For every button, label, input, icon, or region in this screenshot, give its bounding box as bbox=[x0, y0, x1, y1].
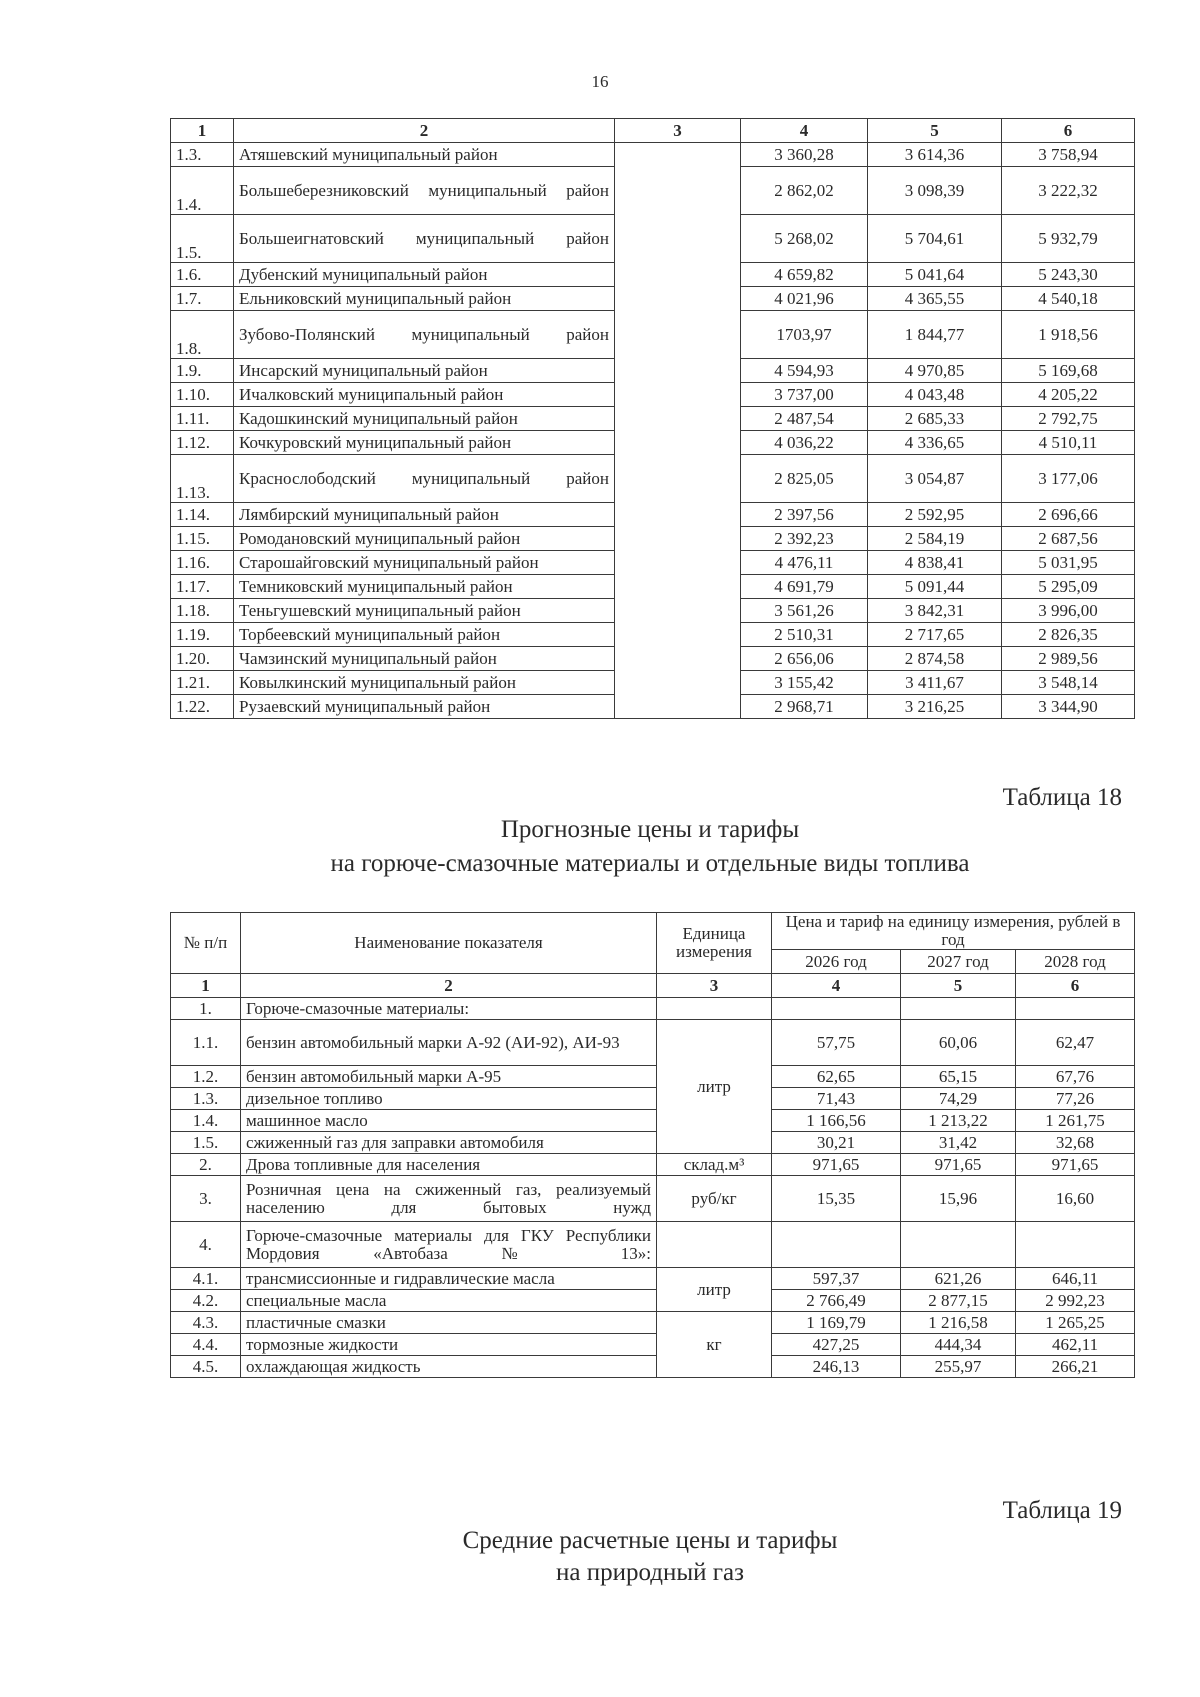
header-no: № п/п bbox=[171, 913, 241, 974]
value-2026: 4 476,11 bbox=[741, 551, 868, 575]
table-row bbox=[171, 1356, 1135, 1378]
table-18-title-line-2: на горюче-смазочные материалы и отдельные виды топлива bbox=[330, 850, 970, 877]
table-row bbox=[171, 143, 1135, 167]
value-2026: 4 036,22 bbox=[741, 431, 868, 455]
value-2026: 2 397,56 bbox=[741, 503, 868, 527]
table-row bbox=[171, 1088, 1135, 1110]
page-number: 16 bbox=[591, 72, 609, 91]
row-number: 1.22. bbox=[171, 695, 234, 719]
row-number: 1.16. bbox=[171, 551, 234, 575]
value-2027: 2 877,15 bbox=[901, 1290, 1016, 1312]
row-number: 1.4. bbox=[171, 1110, 241, 1132]
table-row bbox=[171, 1222, 1135, 1268]
value-2026: 3 561,26 bbox=[741, 599, 868, 623]
value-2027: 2 874,58 bbox=[868, 647, 1002, 671]
col-number: 4 bbox=[772, 974, 901, 998]
table-row bbox=[171, 1290, 1135, 1312]
table-row bbox=[171, 1176, 1135, 1222]
value-2027: 65,15 bbox=[901, 1066, 1016, 1088]
value-2026: 4 691,79 bbox=[741, 575, 868, 599]
value-2027: 31,42 bbox=[901, 1132, 1016, 1154]
row-number: 1.14. bbox=[171, 503, 234, 527]
row-name: Теньгушевский муниципальный район bbox=[234, 599, 615, 623]
table-row bbox=[171, 1020, 1135, 1066]
value-2027: 444,34 bbox=[901, 1334, 1016, 1356]
value-2027: 255,97 bbox=[901, 1356, 1016, 1378]
value-2028: 266,21 bbox=[1016, 1356, 1135, 1378]
col-number: 2 bbox=[234, 119, 615, 143]
row-name: бензин автомобильный марки А-92 (АИ-92), АИ-93 bbox=[241, 1020, 657, 1066]
value-2026: 1 166,56 bbox=[772, 1110, 901, 1132]
value-2028: 2 826,35 bbox=[1002, 623, 1135, 647]
value-2026: 30,21 bbox=[772, 1132, 901, 1154]
value-2026: 2 862,02 bbox=[741, 167, 868, 215]
col-number: 2 bbox=[241, 974, 657, 998]
value-2028: 4 540,18 bbox=[1002, 287, 1135, 311]
value-2027: 4 043,48 bbox=[868, 383, 1002, 407]
table-row bbox=[171, 1312, 1135, 1334]
unit-cell: литр bbox=[657, 1020, 772, 1154]
unit-cell: кг bbox=[657, 1312, 772, 1378]
col-number: 3 bbox=[615, 119, 741, 143]
row-number: 1.10. bbox=[171, 383, 234, 407]
unit-cell bbox=[657, 998, 772, 1020]
col-number: 4 bbox=[741, 119, 868, 143]
value-2027: 15,96 bbox=[901, 1176, 1016, 1222]
value-2028: 77,26 bbox=[1016, 1088, 1135, 1110]
row-number: 1.13. bbox=[171, 455, 234, 503]
value-2027: 3 842,31 bbox=[868, 599, 1002, 623]
value-2026: 5 268,02 bbox=[741, 215, 868, 263]
col-number: 3 bbox=[657, 974, 772, 998]
table-municipal-districts bbox=[170, 118, 1135, 719]
col-number: 1 bbox=[171, 974, 241, 998]
row-name: Большеигнатовский муниципальный район bbox=[234, 215, 615, 263]
value-2026: 2 766,49 bbox=[772, 1290, 901, 1312]
row-number: 1.5. bbox=[171, 215, 234, 263]
value-2028: 62,47 bbox=[1016, 1020, 1135, 1066]
header-year-2028: 2028 год bbox=[1016, 950, 1135, 974]
value-2028: 3 996,00 bbox=[1002, 599, 1135, 623]
value-2028: 5 295,09 bbox=[1002, 575, 1135, 599]
table-18-title-line-1: Прогнозные цены и тарифы bbox=[500, 816, 800, 843]
value-2028: 3 344,90 bbox=[1002, 695, 1135, 719]
row-name: Розничная цена на сжиженный газ, реализуемый населению для бытовых нужд bbox=[241, 1176, 657, 1222]
row-name: Большеберезниковский муниципальный район bbox=[234, 167, 615, 215]
row-name: Инсарский муниципальный район bbox=[234, 359, 615, 383]
row-name: Атяшевский муниципальный район bbox=[234, 143, 615, 167]
table-row bbox=[171, 998, 1135, 1020]
row-name: пластичные смазки bbox=[241, 1312, 657, 1334]
value-2028: 4 205,22 bbox=[1002, 383, 1135, 407]
value-2028: 5 243,30 bbox=[1002, 263, 1135, 287]
value-2027: 621,26 bbox=[901, 1268, 1016, 1290]
value-2028: 2 687,56 bbox=[1002, 527, 1135, 551]
table-19-label: Таблица 19 bbox=[1002, 1497, 1122, 1524]
value-2026 bbox=[772, 998, 901, 1020]
value-2027: 2 592,95 bbox=[868, 503, 1002, 527]
header-unit: Единица измерения bbox=[657, 913, 772, 974]
row-name: Ичалковский муниципальный район bbox=[234, 383, 615, 407]
row-number: 4.2. bbox=[171, 1290, 241, 1312]
value-2028: 2 992,23 bbox=[1016, 1290, 1135, 1312]
table-row bbox=[171, 1154, 1135, 1176]
value-2026: 2 487,54 bbox=[741, 407, 868, 431]
row-number: 1.5. bbox=[171, 1132, 241, 1154]
row-number: 1.2. bbox=[171, 1066, 241, 1088]
value-2028: 3 758,94 bbox=[1002, 143, 1135, 167]
value-2027: 4 970,85 bbox=[868, 359, 1002, 383]
row-number: 2. bbox=[171, 1154, 241, 1176]
value-2028: 1 918,56 bbox=[1002, 311, 1135, 359]
row-number: 1.20. bbox=[171, 647, 234, 671]
value-2027: 1 844,77 bbox=[868, 311, 1002, 359]
row-name: трансмиссионные и гидравлические масла bbox=[241, 1268, 657, 1290]
value-2027 bbox=[901, 1222, 1016, 1268]
unit-cell: склад.м³ bbox=[657, 1154, 772, 1176]
value-2028: 5 031,95 bbox=[1002, 551, 1135, 575]
row-name: Ковылкинский муниципальный район bbox=[234, 671, 615, 695]
row-name: Кадошкинский муниципальный район bbox=[234, 407, 615, 431]
value-2026: 1 169,79 bbox=[772, 1312, 901, 1334]
value-2028: 3 177,06 bbox=[1002, 455, 1135, 503]
value-2026 bbox=[772, 1222, 901, 1268]
row-number: 1.19. bbox=[171, 623, 234, 647]
table-row bbox=[171, 1334, 1135, 1356]
col-number: 6 bbox=[1016, 974, 1135, 998]
value-2026: 3 155,42 bbox=[741, 671, 868, 695]
value-2027: 4 365,55 bbox=[868, 287, 1002, 311]
value-2026: 2 510,31 bbox=[741, 623, 868, 647]
row-name: Торбеевский муниципальный район bbox=[234, 623, 615, 647]
value-2026: 597,37 bbox=[772, 1268, 901, 1290]
value-2026: 2 392,23 bbox=[741, 527, 868, 551]
row-number: 4.4. bbox=[171, 1334, 241, 1356]
col-number: 5 bbox=[868, 119, 1002, 143]
value-2028: 32,68 bbox=[1016, 1132, 1135, 1154]
row-number: 1.18. bbox=[171, 599, 234, 623]
row-name: специальные масла bbox=[241, 1290, 657, 1312]
value-2027 bbox=[901, 998, 1016, 1020]
unit-cell: литр bbox=[657, 1268, 772, 1312]
header-year-2026: 2026 год bbox=[772, 950, 901, 974]
row-name: Рузаевский муниципальный район bbox=[234, 695, 615, 719]
row-name: Ельниковский муниципальный район bbox=[234, 287, 615, 311]
value-2028: 462,11 bbox=[1016, 1334, 1135, 1356]
value-2026: 62,65 bbox=[772, 1066, 901, 1088]
value-2026: 2 656,06 bbox=[741, 647, 868, 671]
value-2028: 16,60 bbox=[1016, 1176, 1135, 1222]
value-2027: 3 054,87 bbox=[868, 455, 1002, 503]
row-name: машинное масло bbox=[241, 1110, 657, 1132]
row-number: 4.1. bbox=[171, 1268, 241, 1290]
row-name: Горюче-смазочные материалы для ГКУ Республики Мордовия «Автобаза № 13»: bbox=[241, 1222, 657, 1268]
value-2026: 2 968,71 bbox=[741, 695, 868, 719]
row-number: 1.9. bbox=[171, 359, 234, 383]
value-2026: 971,65 bbox=[772, 1154, 901, 1176]
row-name: бензин автомобильный марки А-95 bbox=[241, 1066, 657, 1088]
value-2028: 4 510,11 bbox=[1002, 431, 1135, 455]
value-2026: 4 659,82 bbox=[741, 263, 868, 287]
value-2027: 2 685,33 bbox=[868, 407, 1002, 431]
value-2027: 2 717,65 bbox=[868, 623, 1002, 647]
row-name: Горюче-смазочные материалы: bbox=[241, 998, 657, 1020]
value-2027: 5 704,61 bbox=[868, 215, 1002, 263]
row-name: Темниковский муниципальный район bbox=[234, 575, 615, 599]
row-name: Старошайговский муниципальный район bbox=[234, 551, 615, 575]
value-2027: 5 091,44 bbox=[868, 575, 1002, 599]
row-name: Краснослободский муниципальный район bbox=[234, 455, 615, 503]
row-number: 1.15. bbox=[171, 527, 234, 551]
table-fuel-prices bbox=[170, 912, 1135, 1378]
value-2027: 1 213,22 bbox=[901, 1110, 1016, 1132]
value-2026: 3 737,00 bbox=[741, 383, 868, 407]
row-name: Дубенский муниципальный район bbox=[234, 263, 615, 287]
header-name: Наименование показателя bbox=[241, 913, 657, 974]
row-number: 4. bbox=[171, 1222, 241, 1268]
value-2026: 4 021,96 bbox=[741, 287, 868, 311]
value-2028: 2 696,66 bbox=[1002, 503, 1135, 527]
value-2027: 4 336,65 bbox=[868, 431, 1002, 455]
value-2027: 3 216,25 bbox=[868, 695, 1002, 719]
table-18-label: Таблица 18 bbox=[1002, 784, 1122, 811]
value-2028: 67,76 bbox=[1016, 1066, 1135, 1088]
value-2026: 427,25 bbox=[772, 1334, 901, 1356]
row-number: 1.8. bbox=[171, 311, 234, 359]
unit-cell: руб/кг bbox=[657, 1176, 772, 1222]
table-19-title-line-1: Средние расчетные цены и тарифы bbox=[462, 1527, 838, 1554]
value-2028: 5 932,79 bbox=[1002, 215, 1135, 263]
unit-cell bbox=[615, 143, 741, 719]
table-row bbox=[171, 1132, 1135, 1154]
value-2028: 2 989,56 bbox=[1002, 647, 1135, 671]
value-2026: 1703,97 bbox=[741, 311, 868, 359]
col-number: 1 bbox=[171, 119, 234, 143]
value-2028 bbox=[1016, 1222, 1135, 1268]
row-number: 1. bbox=[171, 998, 241, 1020]
header-year-2027: 2027 год bbox=[901, 950, 1016, 974]
row-number: 1.11. bbox=[171, 407, 234, 431]
table-header-row bbox=[171, 913, 1135, 950]
row-name: сжиженный газ для заправки автомобиля bbox=[241, 1132, 657, 1154]
unit-cell bbox=[657, 1222, 772, 1268]
row-number: 1.12. bbox=[171, 431, 234, 455]
column-number-row bbox=[171, 974, 1135, 998]
value-2026: 4 594,93 bbox=[741, 359, 868, 383]
value-2027: 3 411,67 bbox=[868, 671, 1002, 695]
value-2028: 971,65 bbox=[1016, 1154, 1135, 1176]
value-2027: 2 584,19 bbox=[868, 527, 1002, 551]
row-name: Чамзинский муниципальный район bbox=[234, 647, 615, 671]
row-number: 1.17. bbox=[171, 575, 234, 599]
value-2028: 2 792,75 bbox=[1002, 407, 1135, 431]
value-2027: 74,29 bbox=[901, 1088, 1016, 1110]
value-2027: 4 838,41 bbox=[868, 551, 1002, 575]
value-2028: 5 169,68 bbox=[1002, 359, 1135, 383]
table-19-title-line-2: на природный газ bbox=[555, 1559, 744, 1586]
value-2026: 3 360,28 bbox=[741, 143, 868, 167]
column-number-row bbox=[171, 119, 1135, 143]
value-2026: 2 825,05 bbox=[741, 455, 868, 503]
value-2028: 3 222,32 bbox=[1002, 167, 1135, 215]
value-2026: 71,43 bbox=[772, 1088, 901, 1110]
col-number: 5 bbox=[901, 974, 1016, 998]
row-number: 4.3. bbox=[171, 1312, 241, 1334]
table-row bbox=[171, 1066, 1135, 1088]
row-number: 1.4. bbox=[171, 167, 234, 215]
value-2027: 60,06 bbox=[901, 1020, 1016, 1066]
value-2028: 1 261,75 bbox=[1016, 1110, 1135, 1132]
value-2026: 57,75 bbox=[772, 1020, 901, 1066]
value-2027: 3 098,39 bbox=[868, 167, 1002, 215]
value-2026: 15,35 bbox=[772, 1176, 901, 1222]
row-name: Лямбирский муниципальный район bbox=[234, 503, 615, 527]
row-name: Зубово-Полянский муниципальный район bbox=[234, 311, 615, 359]
value-2028: 1 265,25 bbox=[1016, 1312, 1135, 1334]
table-row bbox=[171, 1268, 1135, 1290]
value-2026: 246,13 bbox=[772, 1356, 901, 1378]
row-number: 1.3. bbox=[171, 143, 234, 167]
value-2027: 3 614,36 bbox=[868, 143, 1002, 167]
col-number: 6 bbox=[1002, 119, 1135, 143]
row-name: тормозные жидкости bbox=[241, 1334, 657, 1356]
row-number: 1.3. bbox=[171, 1088, 241, 1110]
value-2028: 646,11 bbox=[1016, 1268, 1135, 1290]
value-2027: 971,65 bbox=[901, 1154, 1016, 1176]
row-name: Дрова топливные для населения bbox=[241, 1154, 657, 1176]
row-number: 3. bbox=[171, 1176, 241, 1222]
row-number: 1.1. bbox=[171, 1020, 241, 1066]
row-name: дизельное топливо bbox=[241, 1088, 657, 1110]
value-2027: 1 216,58 bbox=[901, 1312, 1016, 1334]
header-price-group: Цена и тариф на единицу измерения, рублей в год bbox=[772, 913, 1135, 950]
row-number: 1.21. bbox=[171, 671, 234, 695]
value-2027: 5 041,64 bbox=[868, 263, 1002, 287]
row-name: охлаждающая жидкость bbox=[241, 1356, 657, 1378]
row-name: Кочкуровский муниципальный район bbox=[234, 431, 615, 455]
row-number: 1.7. bbox=[171, 287, 234, 311]
table-row bbox=[171, 1110, 1135, 1132]
row-number: 4.5. bbox=[171, 1356, 241, 1378]
row-name: Ромодановский муниципальный район bbox=[234, 527, 615, 551]
row-number: 1.6. bbox=[171, 263, 234, 287]
value-2028: 3 548,14 bbox=[1002, 671, 1135, 695]
value-2028 bbox=[1016, 998, 1135, 1020]
